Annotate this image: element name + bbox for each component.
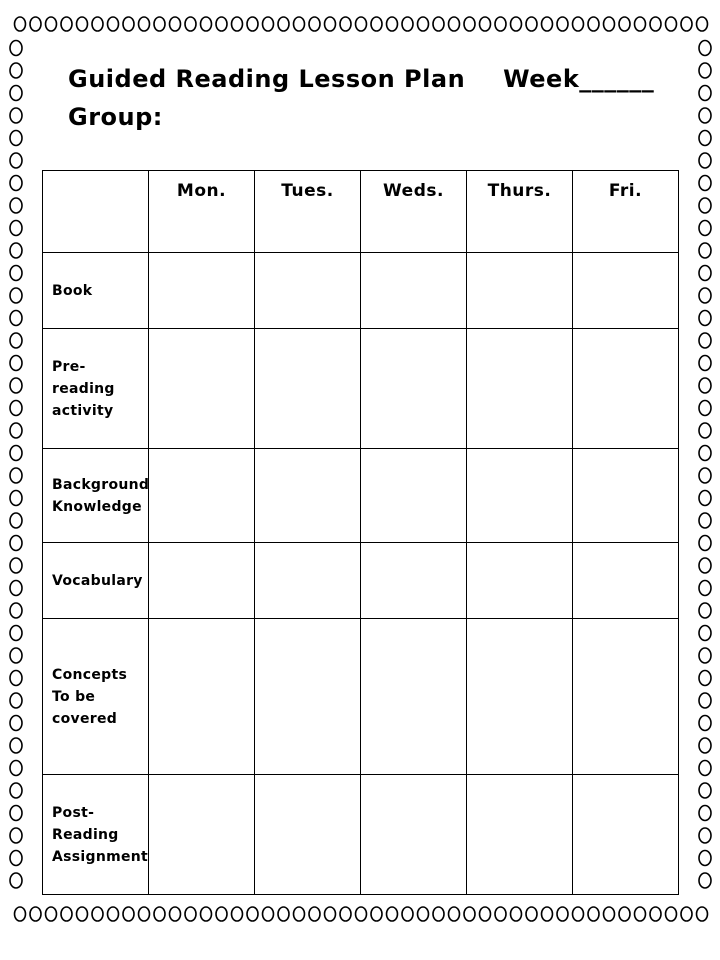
border-loop bbox=[619, 17, 630, 31]
day-header-tues: Tues. bbox=[255, 171, 361, 253]
border-loop bbox=[15, 17, 26, 31]
border-loop bbox=[604, 907, 615, 921]
border-loop bbox=[681, 907, 692, 921]
border-loop bbox=[557, 907, 568, 921]
border-loop bbox=[699, 873, 711, 888]
border-loop bbox=[10, 851, 22, 866]
border-loop bbox=[309, 17, 320, 31]
row-label-background bbox=[43, 449, 149, 543]
row-label-line: Vocabulary bbox=[52, 572, 143, 589]
border-loop bbox=[699, 761, 711, 776]
border-loop bbox=[699, 581, 711, 596]
border-loop bbox=[371, 17, 382, 31]
border-loop bbox=[263, 907, 274, 921]
row-label-pre-reading bbox=[43, 329, 149, 449]
border-loop bbox=[699, 311, 711, 326]
lesson-plan-table bbox=[42, 170, 679, 895]
cell-vocabulary-thurs[interactable] bbox=[467, 543, 573, 619]
border-loop bbox=[573, 17, 584, 31]
border-loop bbox=[699, 693, 711, 708]
border-loop bbox=[699, 176, 711, 191]
border-loop bbox=[10, 716, 22, 731]
cell-postreading-tues[interactable] bbox=[255, 775, 361, 895]
border-loop bbox=[10, 693, 22, 708]
cell-background-thurs[interactable] bbox=[467, 449, 573, 543]
border-loop bbox=[263, 17, 274, 31]
border-loop bbox=[526, 17, 537, 31]
border-loop bbox=[10, 311, 22, 326]
border-loop bbox=[309, 907, 320, 921]
border-loop bbox=[588, 907, 599, 921]
border-loop bbox=[139, 907, 150, 921]
border-loop bbox=[387, 17, 398, 31]
border-loop bbox=[699, 153, 711, 168]
border-loop bbox=[294, 907, 305, 921]
border-loop bbox=[10, 108, 22, 123]
border-loop bbox=[201, 17, 212, 31]
border-loop bbox=[542, 17, 553, 31]
cell-postreading-weds[interactable] bbox=[361, 775, 467, 895]
day-header-weds: Weds. bbox=[361, 171, 467, 253]
border-loop bbox=[10, 828, 22, 843]
border-loop bbox=[15, 907, 26, 921]
border-loop bbox=[699, 536, 711, 551]
border-loop bbox=[495, 17, 506, 31]
cell-background-tues[interactable] bbox=[255, 449, 361, 543]
border-loop bbox=[699, 783, 711, 798]
border-loop bbox=[108, 17, 119, 31]
border-loop bbox=[699, 513, 711, 528]
border-loop bbox=[10, 603, 22, 618]
row-label-line: To be bbox=[52, 688, 96, 705]
row-label-line: Post- bbox=[52, 804, 95, 821]
row-vocabulary bbox=[43, 543, 679, 619]
border-loop bbox=[699, 828, 711, 843]
row-label-line: Knowledge bbox=[52, 498, 142, 515]
border-loop bbox=[30, 907, 41, 921]
border-loop bbox=[418, 17, 429, 31]
border-loop bbox=[10, 873, 22, 888]
cell-concepts-tues[interactable] bbox=[255, 619, 361, 775]
border-loop bbox=[10, 198, 22, 213]
border-loop bbox=[480, 17, 491, 31]
cell-concepts-mon[interactable] bbox=[149, 619, 255, 775]
cell-prereading-thurs[interactable] bbox=[467, 329, 573, 449]
day-header-fri: Fri. bbox=[573, 171, 679, 253]
border-loop bbox=[294, 17, 305, 31]
border-loop bbox=[699, 626, 711, 641]
border-loop bbox=[10, 671, 22, 686]
border-loop bbox=[635, 17, 646, 31]
border-loop bbox=[10, 806, 22, 821]
border-loop bbox=[10, 468, 22, 483]
border-loop bbox=[340, 907, 351, 921]
border-loop bbox=[10, 266, 22, 281]
border-loop bbox=[10, 423, 22, 438]
border-loop bbox=[402, 907, 413, 921]
border-loop bbox=[170, 17, 181, 31]
border-loop bbox=[699, 423, 711, 438]
border-loop bbox=[699, 356, 711, 371]
cell-postreading-fri[interactable] bbox=[573, 775, 679, 895]
border-loop bbox=[511, 17, 522, 31]
border-loop bbox=[10, 491, 22, 506]
border-loop bbox=[433, 17, 444, 31]
border-loop bbox=[699, 333, 711, 348]
border-loop bbox=[123, 907, 134, 921]
corner-cell bbox=[43, 171, 149, 253]
border-loop bbox=[573, 907, 584, 921]
cell-concepts-fri[interactable] bbox=[573, 619, 679, 775]
border-loop bbox=[666, 17, 677, 31]
border-loop bbox=[10, 738, 22, 753]
border-loop bbox=[10, 356, 22, 371]
row-background bbox=[43, 449, 679, 543]
cell-concepts-weds[interactable] bbox=[361, 619, 467, 775]
border-loop bbox=[77, 907, 88, 921]
cell-vocabulary-weds[interactable] bbox=[361, 543, 467, 619]
border-loop bbox=[10, 761, 22, 776]
cell-postreading-mon[interactable] bbox=[149, 775, 255, 895]
cell-postreading-thurs[interactable] bbox=[467, 775, 573, 895]
cell-vocabulary-tues[interactable] bbox=[255, 543, 361, 619]
border-loop bbox=[604, 17, 615, 31]
border-loop bbox=[139, 17, 150, 31]
day-header-mon: Mon. bbox=[149, 171, 255, 253]
cell-prereading-weds[interactable] bbox=[361, 329, 467, 449]
border-loop bbox=[10, 401, 22, 416]
border-loop bbox=[557, 17, 568, 31]
cell-book-tues[interactable] bbox=[255, 253, 361, 329]
cell-background-mon[interactable] bbox=[149, 449, 255, 543]
border-loop bbox=[10, 536, 22, 551]
border-loop bbox=[699, 851, 711, 866]
border-loop bbox=[699, 491, 711, 506]
border-loop bbox=[216, 17, 227, 31]
border-loop bbox=[699, 401, 711, 416]
row-label-line: Book bbox=[52, 282, 93, 299]
row-label-line: covered bbox=[52, 710, 118, 727]
group-field: Group: bbox=[68, 103, 163, 131]
border-loop bbox=[232, 17, 243, 31]
border-loop bbox=[699, 378, 711, 393]
border-loop bbox=[185, 907, 196, 921]
border-loop bbox=[449, 17, 460, 31]
row-label-line: Background bbox=[52, 476, 150, 493]
border-loop bbox=[278, 907, 289, 921]
border-loop bbox=[10, 446, 22, 461]
border-loop bbox=[699, 41, 711, 56]
border-loop bbox=[402, 17, 413, 31]
border-loop bbox=[10, 131, 22, 146]
border-loop bbox=[61, 17, 72, 31]
border-loop bbox=[526, 907, 537, 921]
border-loop bbox=[371, 907, 382, 921]
row-concepts bbox=[43, 619, 679, 775]
border-loop bbox=[387, 907, 398, 921]
border-loop bbox=[356, 17, 367, 31]
cell-vocabulary-fri[interactable] bbox=[573, 543, 679, 619]
border-loop bbox=[619, 907, 630, 921]
border-loop bbox=[30, 17, 41, 31]
border-loop bbox=[356, 907, 367, 921]
border-loop bbox=[697, 17, 708, 31]
border-loop bbox=[278, 17, 289, 31]
cell-book-thurs[interactable] bbox=[467, 253, 573, 329]
border-loop bbox=[10, 626, 22, 641]
border-loop bbox=[10, 288, 22, 303]
cell-book-mon[interactable] bbox=[149, 253, 255, 329]
row-pre-reading bbox=[43, 329, 679, 449]
border-loop bbox=[154, 907, 165, 921]
cell-prereading-fri[interactable] bbox=[573, 329, 679, 449]
border-loop bbox=[10, 783, 22, 798]
row-label-book bbox=[43, 253, 149, 329]
border-loop bbox=[699, 221, 711, 236]
border-loop bbox=[10, 221, 22, 236]
border-loop bbox=[433, 907, 444, 921]
border-loop bbox=[697, 907, 708, 921]
cell-concepts-thurs[interactable] bbox=[467, 619, 573, 775]
border-loop bbox=[10, 86, 22, 101]
border-loop bbox=[511, 907, 522, 921]
row-label-line: Reading bbox=[52, 826, 119, 843]
row-label-vocabulary bbox=[43, 543, 149, 619]
border-loop bbox=[699, 468, 711, 483]
border-loop bbox=[10, 63, 22, 78]
title-text: Guided Reading Lesson Plan bbox=[68, 65, 466, 93]
border-loop bbox=[699, 63, 711, 78]
border-loop bbox=[10, 513, 22, 528]
row-label-line: Concepts bbox=[52, 666, 128, 683]
border-loop bbox=[449, 907, 460, 921]
cell-book-fri[interactable] bbox=[573, 253, 679, 329]
border-loop bbox=[77, 17, 88, 31]
border-loop bbox=[699, 558, 711, 573]
border-loop bbox=[542, 907, 553, 921]
border-loop bbox=[699, 86, 711, 101]
border-loop bbox=[10, 378, 22, 393]
border-loop bbox=[340, 17, 351, 31]
border-loop bbox=[92, 17, 103, 31]
border-loop bbox=[699, 738, 711, 753]
border-loop bbox=[247, 17, 258, 31]
border-loop bbox=[154, 17, 165, 31]
page-title bbox=[68, 60, 688, 136]
cell-vocabulary-mon[interactable] bbox=[149, 543, 255, 619]
row-label-post-reading bbox=[43, 775, 149, 895]
border-loop bbox=[325, 907, 336, 921]
day-header-thurs: Thurs. bbox=[467, 171, 573, 253]
border-loop bbox=[699, 603, 711, 618]
cell-book-weds[interactable] bbox=[361, 253, 467, 329]
border-loop bbox=[464, 907, 475, 921]
border-loop bbox=[10, 41, 22, 56]
border-loop bbox=[495, 907, 506, 921]
border-loop bbox=[46, 907, 57, 921]
border-loop bbox=[699, 243, 711, 258]
cell-prereading-mon[interactable] bbox=[149, 329, 255, 449]
border-loop bbox=[699, 131, 711, 146]
border-loop bbox=[418, 907, 429, 921]
border-loop bbox=[123, 17, 134, 31]
border-loop bbox=[699, 716, 711, 731]
border-loop bbox=[650, 907, 661, 921]
row-label-concepts bbox=[43, 619, 149, 775]
border-loop bbox=[699, 198, 711, 213]
border-loop bbox=[10, 176, 22, 191]
row-book bbox=[43, 253, 679, 329]
border-loop bbox=[10, 333, 22, 348]
border-loop bbox=[699, 266, 711, 281]
header-row bbox=[43, 171, 679, 253]
border-loop bbox=[681, 17, 692, 31]
row-label-line: reading bbox=[52, 380, 115, 397]
border-loop bbox=[201, 907, 212, 921]
border-loop bbox=[170, 907, 181, 921]
border-loop bbox=[216, 907, 227, 921]
row-post-reading bbox=[43, 775, 679, 895]
border-loop bbox=[699, 648, 711, 663]
border-loop bbox=[699, 806, 711, 821]
cell-background-fri[interactable] bbox=[573, 449, 679, 543]
border-loop bbox=[10, 581, 22, 596]
row-label-line: Assignment bbox=[52, 848, 149, 865]
row-label-line: Pre- bbox=[52, 358, 86, 375]
border-loop bbox=[699, 288, 711, 303]
border-loop bbox=[185, 17, 196, 31]
border-loop bbox=[699, 108, 711, 123]
border-loop bbox=[666, 907, 677, 921]
border-loop bbox=[10, 648, 22, 663]
border-loop bbox=[325, 17, 336, 31]
border-loop bbox=[650, 17, 661, 31]
border-loop bbox=[480, 907, 491, 921]
border-loop bbox=[699, 446, 711, 461]
border-loop bbox=[635, 907, 646, 921]
cell-prereading-tues[interactable] bbox=[255, 329, 361, 449]
border-loop bbox=[588, 17, 599, 31]
border-loop bbox=[10, 243, 22, 258]
border-loop bbox=[10, 558, 22, 573]
cell-background-weds[interactable] bbox=[361, 449, 467, 543]
border-loop bbox=[464, 17, 475, 31]
border-loop bbox=[699, 671, 711, 686]
border-loop bbox=[46, 17, 57, 31]
border-loop bbox=[10, 153, 22, 168]
row-label-line: activity bbox=[52, 402, 114, 419]
border-loop bbox=[232, 907, 243, 921]
border-loop bbox=[108, 907, 119, 921]
border-loop bbox=[61, 907, 72, 921]
border-loop bbox=[92, 907, 103, 921]
week-field: Week______ bbox=[503, 65, 655, 93]
border-loop bbox=[247, 907, 258, 921]
